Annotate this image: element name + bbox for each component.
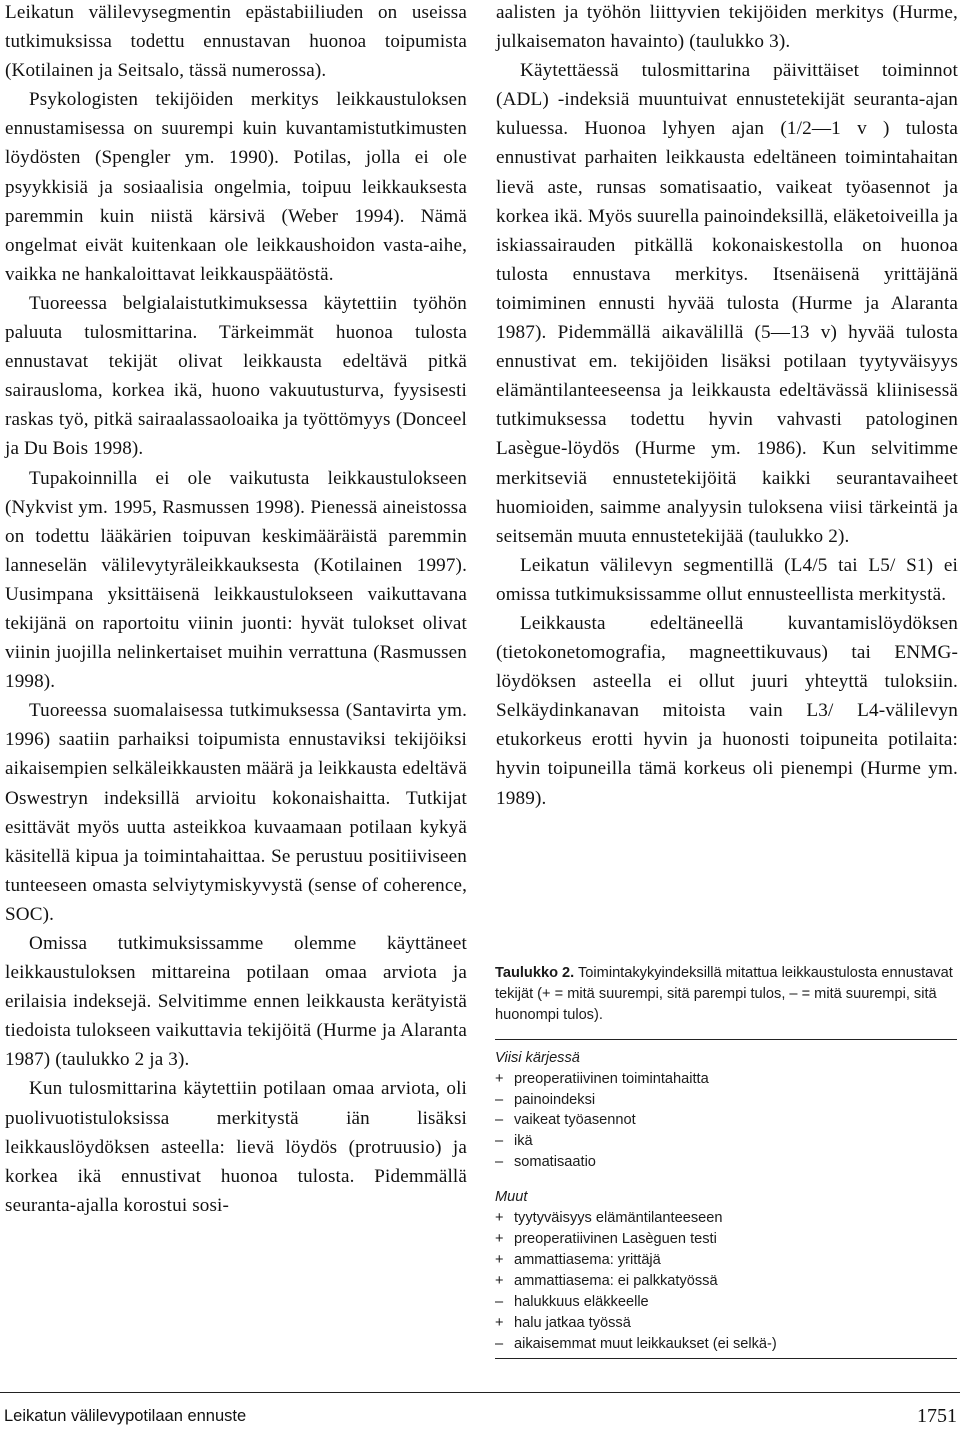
sign-marker: + bbox=[495, 1251, 504, 1268]
sign-marker: – bbox=[495, 1112, 504, 1129]
body-paragraph: aalisten ja työhön liittyvien tekijöiden merkitys (Hurme, julkaisematon havainto) (taulukko 3). bbox=[496, 2, 958, 53]
table-bottom-rule bbox=[495, 1358, 957, 1359]
table-item-text: painoindeksi bbox=[514, 1091, 596, 1108]
body-paragraph: Tupakoinnilla ei ole vaikutusta leikkaustulokseen (Nykvist ym. 1995, Rasmussen 1998). Pienessä aineistossa on todettu lääkärien toipuvan keskimääräistä paremmin lanneselän välilevytyräleikkauksesta (Kotilainen 1997). Uusimpana yksittäisenä leikkaustulokseen vaikuttavana tekijänä on raportoitu viinin juonti: hyvät tulokset olivat viinin juojilla nelinkertaiset muihin verrattuna (Rasmussen 1998). bbox=[5, 467, 467, 693]
table-item-text: ammattiasema: ei palkkatyössä bbox=[514, 1272, 718, 1289]
sign-marker: – bbox=[495, 1154, 504, 1171]
table-caption-text: Toimintakykyindeksillä mitattua leikkaustulosta ennustavat tekijät (+ = mitä suurempi, sitä parempi tulos, – = mitä suurempi, sitä huonompi tulos). bbox=[495, 965, 953, 1023]
table-item-text: somatisaatio bbox=[514, 1154, 596, 1171]
table-item bbox=[495, 1313, 957, 1334]
sign-marker: + bbox=[495, 1230, 504, 1247]
table-item-text: halu jatkaa työssä bbox=[514, 1314, 631, 1331]
table-item bbox=[495, 1110, 957, 1131]
table-item bbox=[495, 1090, 957, 1111]
body-paragraph: Leikatun välilevysegmentin epästabiiliuden on useissa tutkimuksissa todettu ennustavan huonoa toipumista (Kotilainen ja Seitsalo, tässä numerossa). bbox=[5, 2, 467, 82]
table-2 bbox=[495, 963, 957, 1359]
body-paragraph: Tuoreessa belgialaistutkimuksessa käytettiin työhön paluuta tulosmittarina. Tärkeimmät huonoa tulosta ennustavat tekijät olivat leikkausta edeltävä pitkä sairausloma, korkea ikä, huono vakuutusturva, fyysisesti raskas työ, pitkä sairaalassaoloaika ja työttömyys (Donceel ja Du Bois 1998). bbox=[5, 292, 467, 460]
table-item-text: preoperatiivinen Lasèguen testi bbox=[514, 1230, 717, 1247]
table-item bbox=[495, 1152, 957, 1173]
body-paragraph: Kun tulosmittarina käytettiin potilaan omaa arviota, oli puolivuotistuloksissa merkitystä iän lisäksi leikkauslöydöksen asteella: lievä löydös (protruusio) ja korkea ikä ennustivat huonoa tulosta. Pidemmällä seuranta-ajalla korostui sosi- bbox=[5, 1078, 467, 1216]
table-item-text: vaikeat työasennot bbox=[514, 1112, 636, 1129]
table-item-text: ikä bbox=[514, 1133, 533, 1150]
table-item bbox=[495, 1229, 957, 1250]
body-paragraph: Psykologisten tekijöiden merkitys leikkaustuloksen ennustamisessa on suurempi kuin kuvantamistutkimusten löydösten (Spengler ym. 1990). Potilas, jolla ei ole psyykkisiä ja sosiaalisia ongelmia, toipuu leikkauksesta paremmin kuin niistä kärsivä (Weber 1994). Nämä ongelmat eivät kuitenkaan ole leikkaushoidon vasta-aihe, vaikka ne hankaloittavat leikkauspäätöstä. bbox=[5, 89, 467, 285]
sign-marker: – bbox=[495, 1293, 504, 1310]
sign-marker: – bbox=[495, 1335, 504, 1352]
table-top-rule bbox=[495, 1039, 957, 1040]
sign-marker: + bbox=[495, 1070, 504, 1087]
sign-marker: – bbox=[495, 1091, 504, 1108]
body-paragraph: Leikkausta edeltäneellä kuvantamislöydöksen (tietokonetomografia, magneettikuvaus) tai ENMG-löydöksen asteella ei ollut juuri yhteyttä tuloksiin. Selkäydinkanavan mitoista vain L3/ L4-välilevyn etukorkeus erotti hyvin ja huonosti toipuneita potilaita: hyvin toipuneilla tämä korkeus oli pienempi (Hurme ym. 1989). bbox=[496, 612, 958, 809]
body-paragraph: Tuoreessa suomalaisessa tutkimuksessa (Santavirta ym. 1996) saatiin parhaiksi toipumista ennustaviksi tekijöiksi aikaisempien selkäleikkausten määrä ja leikkausta edeltävä Oswestryn indeksillä arvioitu kokonaishaitta. Tutkijat esittävät myös uutta asteikkoa kuvaamaan potilaan kykyä käsitellä kipua ja toimintahaittaa. Se perustuu positiiviseen tunteeseen omasta selviytymiskyvystä (sense of coherence, SOC). bbox=[5, 700, 467, 925]
sign-marker: + bbox=[495, 1272, 504, 1289]
table-item bbox=[495, 1292, 957, 1313]
table-item bbox=[495, 1208, 957, 1229]
page-number: 1751 bbox=[917, 1405, 957, 1427]
sign-marker: – bbox=[495, 1133, 504, 1150]
table-item-text: ammattiasema: yrittäjä bbox=[514, 1251, 661, 1268]
body-paragraph: Omissa tutkimuksissamme olemme käyttäneet leikkaustuloksen mittareina potilaan omaa arviota ja erilaisia indeksejä. Selvitimme ennen leikkausta kerätyistä tiedoista tulokseen vaikuttavia tekijöitä (Hurme ja Alaranta 1987) (taulukko 2 ja 3). bbox=[5, 933, 467, 1071]
table-section-title: Viisi kärjessä bbox=[495, 1049, 580, 1066]
table-item-text: preoperatiivinen toimintahaitta bbox=[514, 1070, 709, 1087]
table-item bbox=[495, 1334, 957, 1355]
table-label: Taulukko 2. bbox=[495, 965, 575, 981]
table-item-text: halukkuus eläkkeelle bbox=[514, 1293, 649, 1310]
body-paragraph: Leikatun välilevyn segmentillä (L4/5 tai L5/ S1) ei omissa tutkimuksissamme ollut ennusteellista merkitystä. bbox=[496, 554, 958, 605]
table-item bbox=[495, 1250, 957, 1271]
sign-marker: + bbox=[495, 1210, 504, 1227]
body-paragraph: Käytettäessä tulosmittarina päivittäiset toiminnot (ADL) -indeksiä muuntuivat ennustetekijät seuranta-ajan kuluessa. Huonoa lyhyen ajan (1/2—1 v ) tulosta ennustivat parhaiten leikkausta edeltäneen toimintahaitan lievä aste, runsas somatisaatio, vaikeat työasennot ja korkea ikä. Myös suurella painoindeksillä, eläketoiveilla ja iskiassairauden pitkällä kokonaiskestolla on huonoa tulosta ennustava merkitys. Itsenäisenä yrittäjänä toimiminen ennusti hyvää tulosta (Hurme ja Alaranta 1987). Pidemmällä aikavälillä (5—13 v) hyvää tulosta ennustivat em. tekijöiden lisäksi potilaan tyytyväisyys elämäntilanteeseensa ja leikkausta edeltävässä kliinisessä tutkimuksessa todettu hyvin vahvasti patologinen Lasègue-löydös (Hurme ym. 1986). Kun selvitimme merkitseviä ennustetekijöitä kaikki seurantavaiheet huomioiden, saimme analyysin tuloksena viisi tärkeintä ja seitsemän muuta ennustetekijää (taulukko 2). bbox=[496, 60, 958, 547]
table-section-title: Muut bbox=[495, 1189, 528, 1206]
right-text-column bbox=[496, 0, 958, 813]
table-item bbox=[495, 1271, 957, 1292]
page-footer bbox=[0, 1392, 960, 1432]
table-item bbox=[495, 1131, 957, 1152]
table-caption bbox=[495, 963, 957, 1026]
table-item-text: aikaisemmat muut leikkaukset (ei selkä-) bbox=[514, 1335, 777, 1352]
table-item bbox=[495, 1069, 957, 1090]
table-item-text: tyytyväisyys elämäntilanteeseen bbox=[514, 1210, 723, 1227]
left-text-column bbox=[5, 0, 467, 1220]
running-title: Leikatun välilevypotilaan ennuste bbox=[4, 1407, 247, 1425]
sign-marker: + bbox=[495, 1314, 504, 1331]
